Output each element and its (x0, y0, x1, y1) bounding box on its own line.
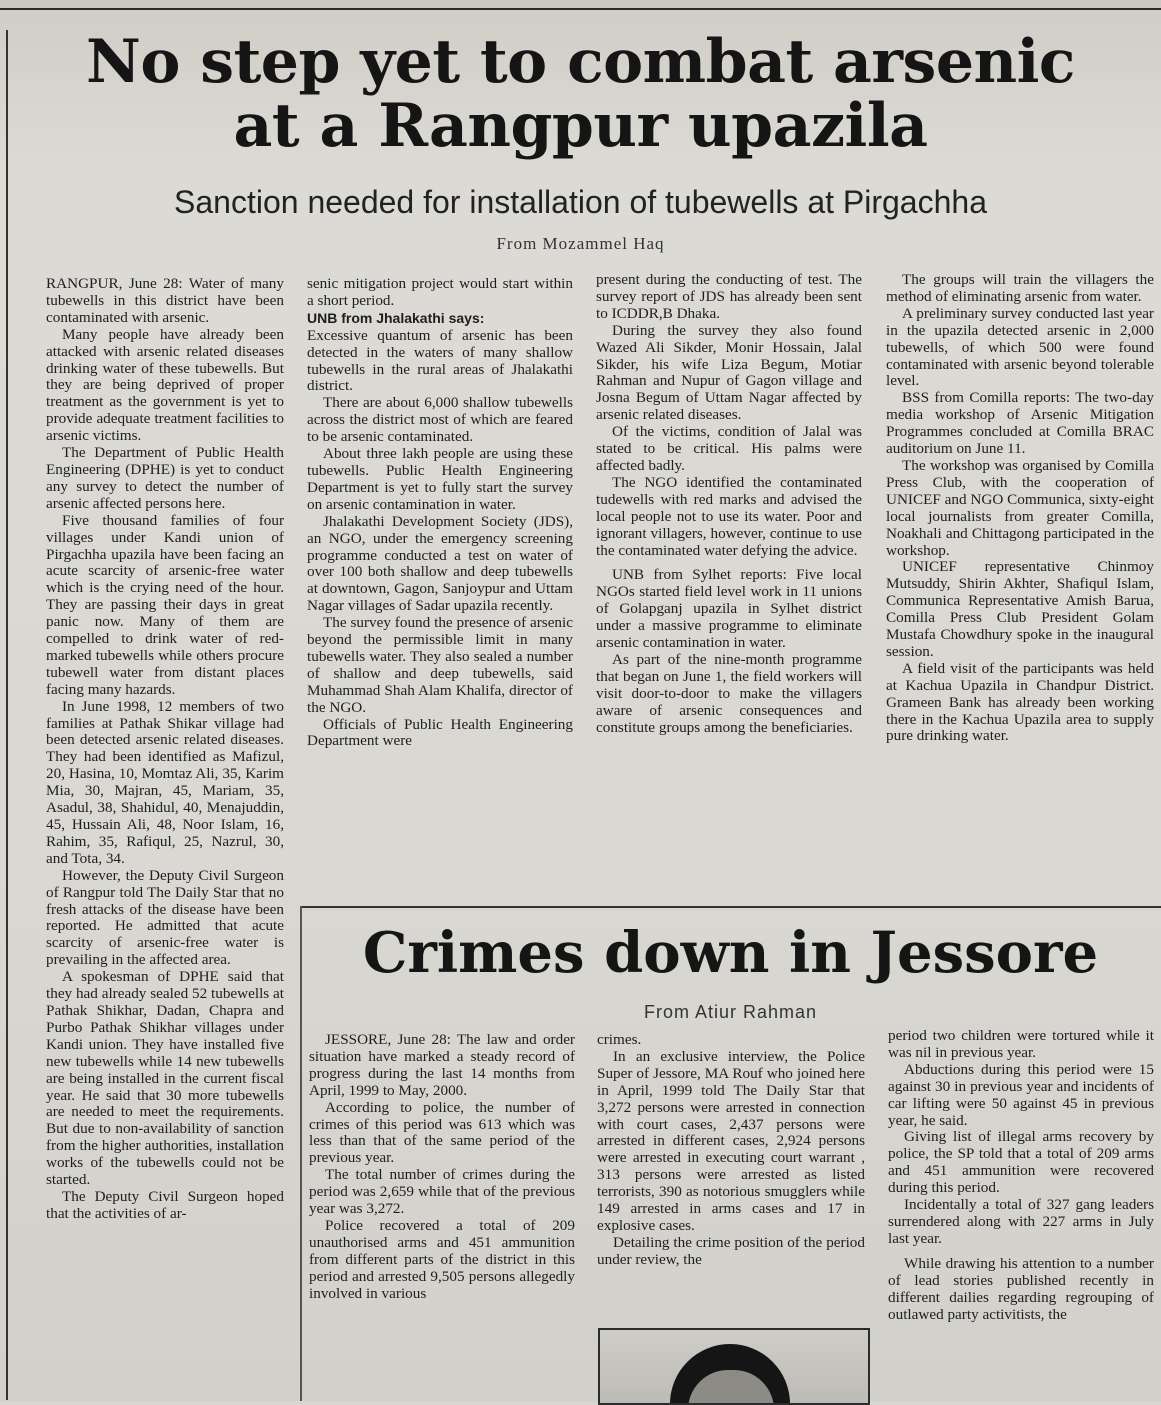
article1-column-2 (307, 276, 573, 896)
paragraph: crimes. (597, 1032, 642, 1048)
paragraph: The Deputy Civil Surgeon hoped that the activities of ar- (46, 1187, 284, 1222)
headline-line2: at a Rangpur upazila (233, 91, 928, 161)
paragraph: Many people have already been attacked with arsenic related diseases drinking water of these tubewells. But they are being deprived of proper treatment as the government is yet to provide adequate treatment facilities to arsenic victims. (46, 325, 284, 445)
article2-column-1 (309, 1032, 575, 1401)
paragraph: Excessive quantum of arsenic has been detected in the waters of many shallow tubewells in the rural areas of Jhalakathi district. (307, 326, 573, 395)
paragraph: RANGPUR, June 28: Water of many tubewells in this district have been contaminated with arsenic. (46, 276, 284, 326)
paragraph: JESSORE, June 28: The law and order situation have marked a steady record of progress during the last 14 months from April, 1999 to May, 2000. (309, 1032, 575, 1099)
paragraph: About three lakh people are using these tubewells. Public Health Engineering Department is yet to fully start the survey on arsenic contamination in water. (307, 445, 573, 513)
paragraph: UNICEF representative Chinmoy Mutsuddy, Shirin Akhter, Shafiqul Islam, Communica Representative Amish Barua, Comilla Press Club President Golam Mustafa Chowdhury spoke in the inaugural session. (886, 558, 1154, 660)
subheadline: Sanction needed for installation of tubewells at Pirgachha (174, 184, 987, 220)
paragraph: A preliminary survey conducted last year in the upazila detected arsenic in 2,000 tubewells, of which 500 were found contaminated with arsenic beyond tolerable level. (886, 304, 1154, 390)
article1-column-4 (886, 272, 1154, 896)
article2-column-2 (597, 1032, 865, 1324)
paragraph: Detailing the crime position of the period under review, the (597, 1233, 865, 1268)
article2-column-3 (888, 1028, 1154, 1401)
paragraph: A spokesman of DPHE said that they had already sealed 52 tubewells at Pathak Shikhar, Dadan, Chapra and Purbo Pathak Shikhar villages under Kandi union. They have installed five new tubewells while 14 new tubewells are being installed in the current fiscal year. He said that 30 more tubewells are needed to meet the requirements. But due to non-availability of sanction from the higher authorities, installation works of the tubewells could not be started. (46, 968, 284, 1189)
headline-article2: Crimes down in Jessore (362, 920, 1099, 986)
paragraph: senic mitigation project would start within a short period. (307, 276, 573, 309)
headline-line1: No step yet to combat arsenic (86, 27, 1075, 97)
headline-article1 (0, 27, 1161, 161)
byline-article1: From Mozammel Haq (496, 234, 665, 253)
paragraph: Officials of Public Health Engineering Department were (307, 715, 573, 750)
paragraph: UNB from Sylhet reports: Five local NGOs started field level work in 11 unions of Golapganj upazila in Sylhet district under a massive programme to eliminate arsenic contamination in water. (596, 566, 862, 652)
paragraph: Giving list of illegal arms recovery by police, the SP told that a total of 209 arms and 451 ammunition were recovered during this period. (888, 1128, 1154, 1197)
paragraph: Incidentally a total of 327 gang leaders surrendered along with 227 arms in July last year. (888, 1196, 1154, 1247)
section-header-rule (0, 0, 1161, 10)
paragraph: The workshop was organised by Comilla Press Club, with the cooperation of UNICEF and NGO Communica, sixty-eight local journalists from greater Comilla, Noakhali and Chittagong participated in the workshop. (886, 456, 1154, 559)
byline-article2: From Atiur Rahman (643, 1002, 818, 1022)
paragraph: Abductions during this period were 15 against 30 in previous year and incidents of car lifting were 50 against 45 in previous year, he said. (888, 1060, 1154, 1129)
paragraph: According to police, the number of crimes of this period was 613 which was less than that of the same period of the previous year. (309, 1098, 575, 1167)
paragraph: The Department of Public Health Engineering (DPHE) is yet to conduct any survey to detect the number of arsenic affected persons here. (46, 444, 284, 512)
paragraph: However, the Deputy Civil Surgeon of Rangpur told The Daily Star that no fresh attacks of the disease have been reported. He admitted that acute scarcity of arsenic-free water is prevailing in the affected area. (46, 866, 284, 969)
paragraph: As part of the nine-month programme that began on June 1, the field workers will visit door-to-door to make the villagers aware of arsenic consequences and constitute groups among the beneficiaries. (596, 650, 862, 736)
paragraph: The groups will train the villagers the method of eliminating arsenic from water. (886, 272, 1154, 305)
paragraph: Police recovered a total of 209 unauthorised arms and 451 ammunition from different parts of the district in this period and arrested 9,505 persons allegedly involved in various (309, 1216, 575, 1302)
police-superintendent-photo (598, 1328, 870, 1405)
paragraph: The total number of crimes during the period was 2,659 while that of the previous year was 3,272. (309, 1166, 575, 1218)
paragraph: During the survey they also found Wazed Ali Sikder, Monir Hossain, Jalal Sikder, his wife Liza Begum, Motiar Rahman and Nupur of Gagon village and Josna Begum of Uttam Nagar affected by arsenic related diseases. (596, 321, 862, 424)
paragraph: In June 1998, 12 members of two families at Pathak Shikar village had been detected arsenic related diseases. They had been identified as Mafizul, 20, Hasina, 10, Momtaz Ali, 35, Karim Mia, 30, Majran, 45, Mariam, 35, Asadul, 38, Shahidul, 40, Menajuddin, 45, Hussain Ali, 48, Noor Islam, 16, Rahim, 35, Rafiqul, 25, Nazrul, 30, and Tota, 34. (46, 697, 284, 867)
article1-column-3 (596, 272, 862, 896)
paragraph: The NGO identified the contaminated tudewells with red marks and advised the local people not to use its water. Poor and ignorant villagers, however, continue to use the contaminated water defying the advice. (596, 473, 862, 559)
paragraph: A field visit of the participants was held at Kachua Upazila in Chandpur District. Grameen Bank has already been working there in the Kachua Upazila area to supply pure drinking water. (886, 659, 1154, 745)
paragraph: There are about 6,000 shallow tubewells across the district most of which are feared to be arsenic contaminated. (307, 394, 573, 446)
paragraph: In an exclusive interview, the Police Super of Jessore, MA Rouf who joined here in April, 1999 told The Daily Star that 3,272 persons were arrested in connection with court cases, 2,437 persons were arrested in different cases, 2,924 persons were arrested in executing court warrant , 313 persons were arrested as listed terrorists, 390 as notorious smugglers while 149 arrested in arms cases and 17 in explosive cases. (597, 1047, 865, 1234)
article-divider (300, 906, 1161, 908)
article1-column-1 (46, 276, 284, 1401)
paragraph: Of the victims, condition of Jalal was stated to be critical. His palms were affected badly. (596, 423, 862, 474)
paragraph: While drawing his attention to a number of lead stories published recently in different dailies regarding regrouping of outlawed party activitists, the (888, 1254, 1154, 1323)
paragraph: Jhalakathi Development Society (JDS), an NGO, under the emergency screening programme conducted a test on water of over 100 both shallow and deep tubewells at downtown, Gagon, Sanjoypur and Uttam Nagar villages of Sadar upazila recently. (307, 512, 573, 615)
paragraph: present during the conducting of test. The survey report of JDS has already been sent to ICDDR,B Dhaka. (596, 272, 862, 322)
dateline-jhalakathi: UNB from Jhalakathi says: (307, 309, 485, 326)
paragraph: period two children were tortured while it was nil in previous year. (888, 1028, 1154, 1061)
paragraph: BSS from Comilla reports: The two-day media workshop of Arsenic Mitigation Programmes concluded at Comilla BRAC auditorium on June 11. (886, 389, 1154, 458)
paragraph: Five thousand families of four villages under Kandi union of Pirgachha upazila have been facing an acute scarcity of arsenic-free water which is the crying need of the hour. They are passing their days in great panic now. Many of them are compelled to drink water of red-marked tubewells while others procure tubewell water from distant places facing many hazards. (46, 511, 284, 698)
paragraph: The survey found the presence of arsenic beyond the permissible limit in many tubewells water. They also sealed a number of shallow and deep tubewells, said Muhammad Shah Alam Khalifa, director of the NGO. (307, 614, 573, 716)
